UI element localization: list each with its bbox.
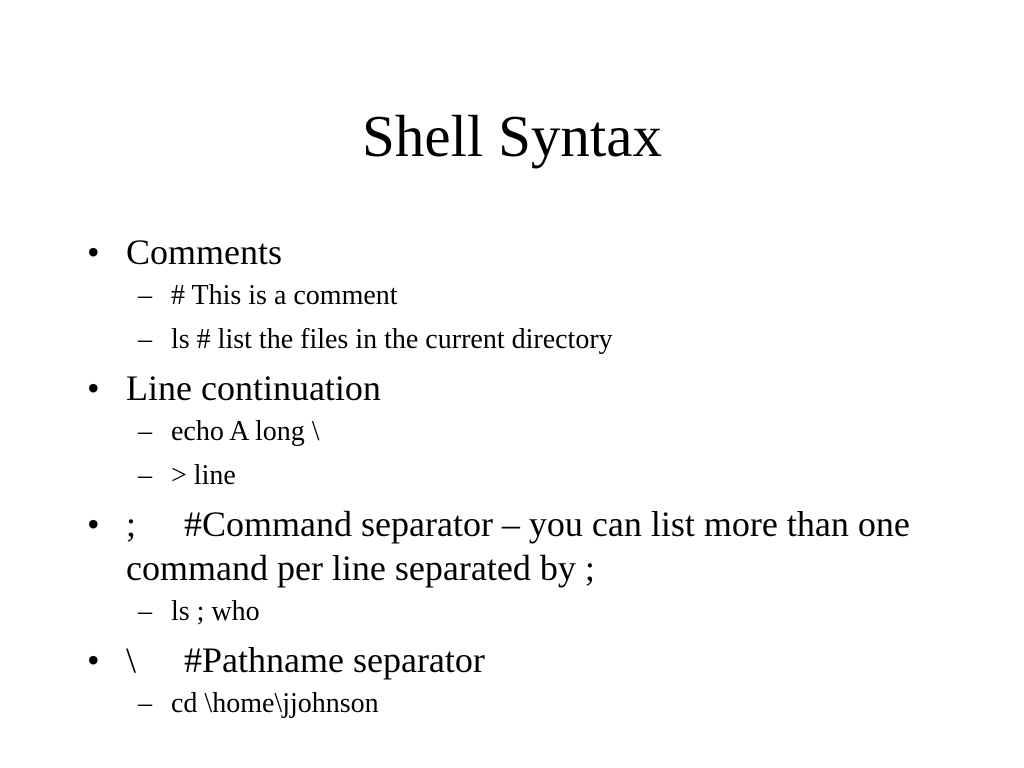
sub-item-text: cd \home\jjohnson — [171, 688, 379, 719]
sub-item — [87, 318, 947, 362]
bullet-text: Line continuation — [126, 368, 381, 408]
dash-icon: – — [138, 416, 152, 447]
bullet-icon: • — [87, 368, 100, 408]
sub-item — [87, 682, 947, 726]
dash-icon: – — [138, 688, 152, 719]
sub-item-text: ls ; who — [171, 596, 260, 627]
slide-title: Shell Syntax — [362, 103, 662, 169]
sub-item-text: echo A long \ — [171, 416, 320, 447]
bullet-icon: • — [87, 504, 100, 544]
sub-item — [87, 454, 947, 498]
bullet-text: #Pathname separator — [184, 640, 485, 680]
bullet-symbol: \ — [126, 640, 137, 680]
sub-item — [87, 274, 947, 318]
bullet-icon: • — [87, 232, 100, 272]
sub-item-text: # This is a comment — [171, 280, 398, 311]
sub-item — [87, 410, 947, 454]
bullet-text: Comments — [126, 232, 283, 272]
dash-icon: – — [138, 596, 152, 627]
sub-item-text: ls # list the files in the current directory — [171, 324, 613, 355]
bullet-item-comments — [87, 230, 947, 274]
bullet-item-pathname-separator — [87, 638, 947, 682]
sub-item — [87, 590, 947, 634]
dash-icon: – — [138, 460, 152, 491]
dash-icon: – — [138, 280, 152, 311]
bullet-text: #Command separator – you can list more than one command per line separated by ; — [126, 504, 910, 588]
sub-item-text: > line — [171, 460, 236, 491]
bullet-item-command-separator — [87, 502, 947, 590]
bullet-item-line-continuation — [87, 366, 947, 410]
slide-body — [87, 226, 947, 726]
bullet-symbol: ; — [126, 504, 137, 544]
bullet-icon: • — [87, 640, 100, 680]
dash-icon: – — [138, 324, 152, 355]
